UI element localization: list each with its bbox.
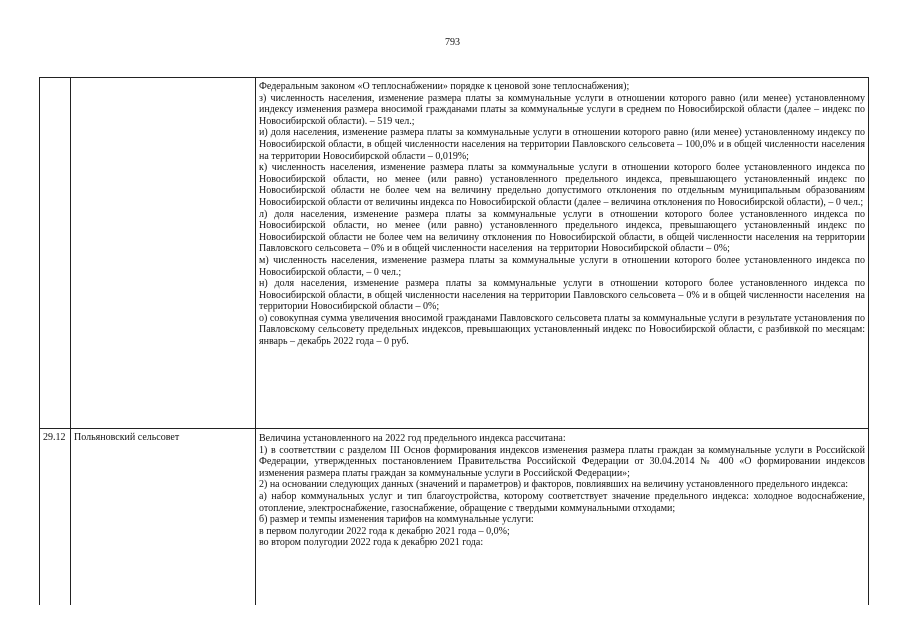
paragraph: и) доля населения, изменение размера платы за коммунальные услуги в отношении которого равно (или менее) установленному индексу по Новосибирской области, в общей численности населения на территории Павловского сельсовета – 100,0% и в общей численности населения на территории Новосибирской области – 0,019%;	[259, 127, 870, 162]
paragraph: о) совокупная сумма увеличения вносимой гражданами Павловского сельсовета платы за коммунальные услуги в результате установления по Павловскому сельсовету предельных индексов, превышающих установленный индекс по Новосибирской области, с разбивкой по месяцам: январь – декабрь 2022 года – 0 руб.	[259, 312, 868, 348]
table-row	[40, 78, 869, 429]
paragraph: к) численность населения, изменение размера платы за коммунальные услуги в отношении которого более установленного индекса по Новосибирской области, но менее (или равно) установленного предельного индекса, превышающего установленный индекс по Новосибирской области не более чем на величину предельно допустимого отклонения по отдельным муниципальным образованиям Новосибирской области от величины индекса по Новосибирской области (далее – величина отклонения по Новосибирской области), – 0 чел.;	[259, 162, 868, 208]
paragraph: б) размер и темпы изменения тарифов на коммунальные услуги:	[259, 514, 534, 526]
regulation-table	[39, 77, 869, 605]
row-number-cell: 29.12	[40, 429, 71, 606]
row-number-cell	[40, 78, 71, 429]
paragraph: з) численность населения, изменение размера платы за коммунальные услуги в отношении которого равно (или менее) установленному индексу изменения размера вносимой гражданами платы за коммунальные услуги в среднем по Новосибирской области (далее – индекс по Новосибирской области). – 519 чел.;	[259, 92, 868, 127]
table-row	[40, 429, 869, 606]
page-number: 793	[445, 37, 460, 48]
description-cell	[256, 429, 869, 606]
paragraph: во втором полугодии 2022 года к декабрю 2021 года:	[259, 537, 484, 549]
paragraph: 2) на основании следующих данных (значений и параметров) и факторов, повлиявших на величину установленного предельного индекса:	[259, 479, 849, 491]
paragraph: Федеральным законом «О теплоснабжении» порядке к ценовой зоне теплоснабжения);	[259, 81, 630, 92]
paragraph: м) численность населения, изменение размера платы за коммунальные услуги в отношении которого более установленного индекса по Новосибирской области, – 0 чел.;	[259, 254, 868, 278]
municipality-name-cell	[71, 78, 256, 429]
paragraph: 1) в соответствии с разделом III Основ формирования индексов изменения размера платы граждан за коммунальные услуги в Российской Федерации, утвержденных постановлением Правительства Российской Федерации от 30.04.2014 № 400 «О формировании индексов изменения размера платы граждан за коммунальные услуги в Российской Федерации»;	[259, 444, 868, 479]
paragraph: в первом полугодии 2022 года к декабрю 2021 года – 0,0%;	[259, 525, 510, 537]
paragraph: а) набор коммунальных услуг и тип благоустройства, которому соответствует значение предельного индекса: холодное водоснабжение, отопление, электроснабжение, газоснабжение, обращение с твердыми коммунальными отходами;	[259, 490, 868, 514]
municipality-name-cell: Польяновский сельсовет	[71, 429, 256, 606]
description-cell	[256, 78, 869, 429]
paragraph: л) доля населения, изменение размера платы за коммунальные услуги в отношении которого более установленного индекса по Новосибирской области, но менее (или равно) установленного предельного индекса, превышающего установленный индекс по Новосибирской области не более чем на величину отклонения по Новосибирской области, в общей численности населения на территории Павловского сельсовета – 0% и в общей численности населения на территории Новосибирской области – 0%;	[259, 208, 868, 255]
paragraph: н) доля населения, изменение размера платы за коммунальные услуги в отношении которого более установленного индекса по Новосибирской области, в общей численности населения на территории Павловского сельсовета – 0% и в общей численности населения на территории Новосибирской области – 0%;	[259, 278, 868, 313]
paragraph: Величина установленного на 2022 год предельного индекса рассчитана:	[259, 433, 566, 444]
